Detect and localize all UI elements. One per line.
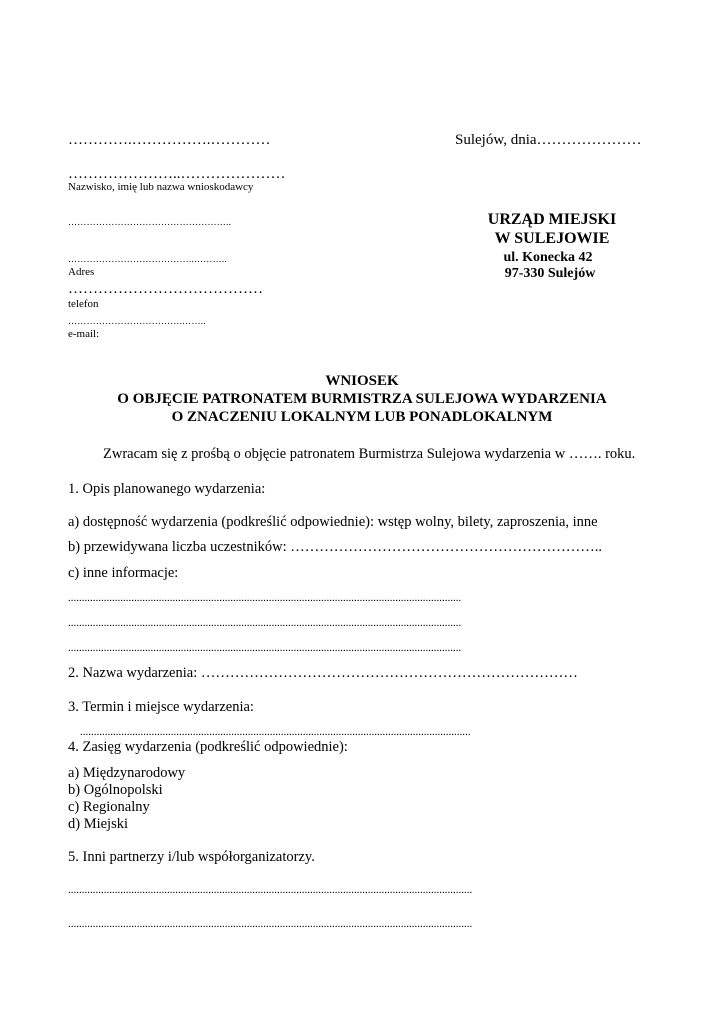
applicant-name-dots: …………………..………………… <box>68 166 286 182</box>
fill-line: ............................................................................................................................................... <box>68 592 462 604</box>
section-1-b: b) przewidywana liczba uczestników: ……………………………………………………….. <box>68 539 602 555</box>
address-dots-1: …………………………………………….. <box>68 217 232 227</box>
scope-option-a: a) Międzynarodowy <box>68 765 186 781</box>
email-label: e-mail: <box>68 328 100 340</box>
scope-option-c: c) Regionalny <box>68 799 150 815</box>
fill-line: ................................................................................................................................................... <box>68 918 473 930</box>
recipient-line-2: W SULEJOWIE <box>494 230 610 247</box>
phone-label: telefon <box>68 298 99 310</box>
recipient-postal: 97-330 Sulejów <box>504 266 596 281</box>
document-subtitle-1: O OBJĘCIE PATRONATEM BURMISTRZA SULEJOWA WYDARZENIA <box>117 391 607 407</box>
section-4-heading: 4. Zasięg wydarzenia (podkreślić odpowiednie): <box>68 739 348 755</box>
section-3: 3. Termin i miejsce wydarzenia: <box>68 699 254 715</box>
section-1-c: c) inne informacje: <box>68 565 179 581</box>
section-1-heading: 1. Opis planowanego wydarzenia: <box>68 481 266 497</box>
section-2: 2. Nazwa wydarzenia: …………………………………………………………………… <box>68 665 578 681</box>
place-date: Sulejów, dnia………………… <box>455 132 642 148</box>
fill-line: .............................................................................................................................................. <box>80 726 471 738</box>
intro-paragraph: Zwracam się z prośbą o objęcie patronatem Burmistrza Sulejowa wydarzenia w ……. roku. <box>103 446 636 462</box>
recipient-street: ul. Konecka 42 <box>503 250 593 265</box>
recipient-line-1: URZĄD MIEJSKI <box>487 211 617 228</box>
phone-dots: ………………………………… <box>68 281 263 297</box>
fill-line: ................................................................................................................................................... <box>68 884 473 896</box>
scope-option-d: d) Miejski <box>68 816 129 832</box>
address-label: Adres <box>68 266 95 278</box>
section-1-a: a) dostępność wydarzenia (podkreślić odpowiednie): wstęp wolny, bilety, zaproszenia, inne <box>68 514 598 530</box>
fill-line: ............................................................................................................................................... <box>68 642 462 654</box>
scope-option-b: b) Ogólnopolski <box>68 782 163 798</box>
email-dots: ……………………………….…….. <box>68 316 206 326</box>
address-dots-2: …………………………………..……….. <box>68 254 227 264</box>
date-dots-left: ………….…………….………… <box>68 132 271 148</box>
document-title: WNIOSEK <box>325 373 399 389</box>
applicant-name-label: Nazwisko, imię lub nazwa wnioskodawcy <box>68 181 254 193</box>
document-subtitle-2: O ZNACZENIU LOKALNYM LUB PONADLOKALNYM <box>171 409 553 425</box>
fill-line: ............................................................................................................................................... <box>68 617 462 629</box>
section-5: 5. Inni partnerzy i/lub współorganizatorzy. <box>68 849 315 865</box>
